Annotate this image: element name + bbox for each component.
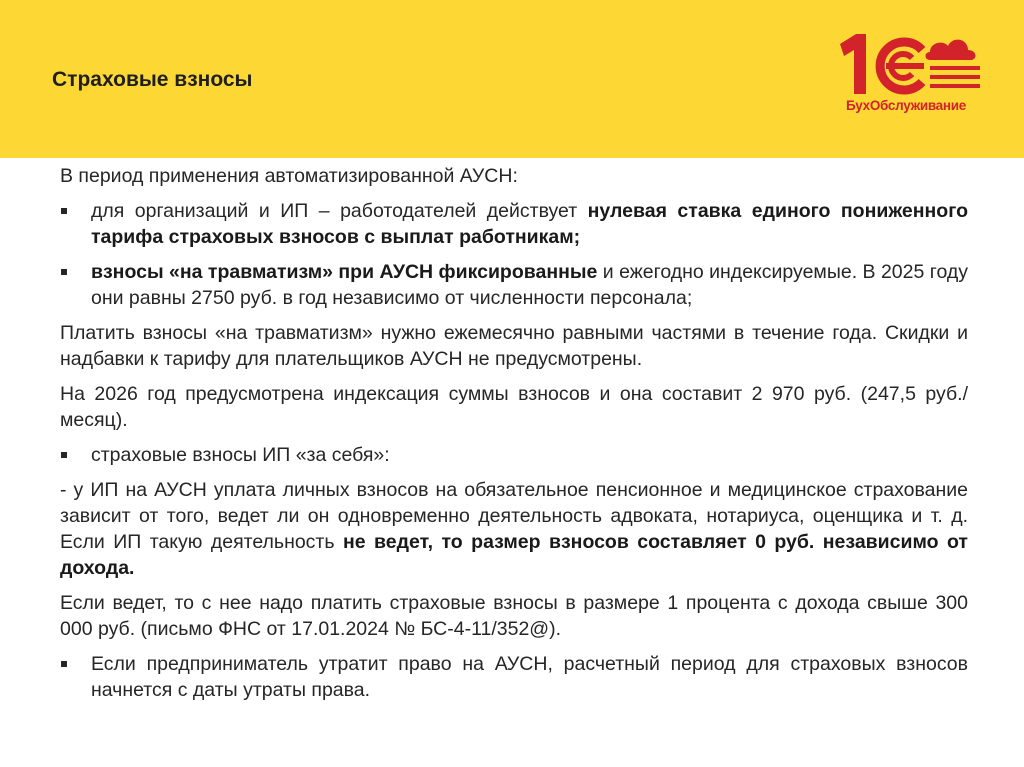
bullet-square-icon <box>61 661 67 667</box>
list-item: взносы «на травматизм» при АУСН фиксированные и ежегодно индексируемые. В 2025 году они равны 2750 руб. в год независимо от численности персонала; <box>60 259 968 311</box>
list-item: страховые взносы ИП «за себя»: <box>60 442 968 468</box>
paragraph: - у ИП на АУСН уплата личных взносов на обязательное пенсионное и медицинское страхование зависит от того, ведет ли он одновременно деятельность адвоката, нотариуса, оценщика и т. д. Если ИП такую деятельность не ведет, то размер взносов составляет 0 руб. независимо от дохода. <box>60 479 968 579</box>
header-bar <box>0 0 1024 158</box>
slide-title: Страховые взносы <box>52 68 253 91</box>
logo-subtitle: БухОбслуживание <box>846 98 966 113</box>
logo-1c-icon <box>826 30 986 98</box>
list-item: Если предприниматель утратит право на АУСН, расчетный период для страховых взносов начнется с даты утраты права. <box>60 651 968 703</box>
paragraph: На 2026 год предусмотрена индексация суммы взносов и она составит 2 970 руб. (247,5 руб./месяц). <box>60 383 968 431</box>
paragraph: Если ведет, то с нее надо платить страховые взносы в размере 1 процента с дохода свыше 300 000 руб. (письмо ФНС от 17.01.2024 № БС-4-11/352@). <box>60 592 968 640</box>
content-body <box>60 163 968 712</box>
bullet-square-icon <box>61 269 67 275</box>
logo <box>826 30 986 126</box>
bullet-square-icon <box>61 452 67 458</box>
intro-paragraph: В период применения автоматизированной АУСН: <box>60 165 518 187</box>
bullet-square-icon <box>61 208 67 214</box>
list-item: для организаций и ИП – работодателей действует нулевая ставка единого пониженного тарифа страховых взносов с выплат работникам; <box>60 198 968 250</box>
paragraph: Платить взносы «на травматизм» нужно ежемесячно равными частями в течение года. Скидки и надбавки к тарифу для плательщиков АУСН не предусмотрены. <box>60 322 968 370</box>
